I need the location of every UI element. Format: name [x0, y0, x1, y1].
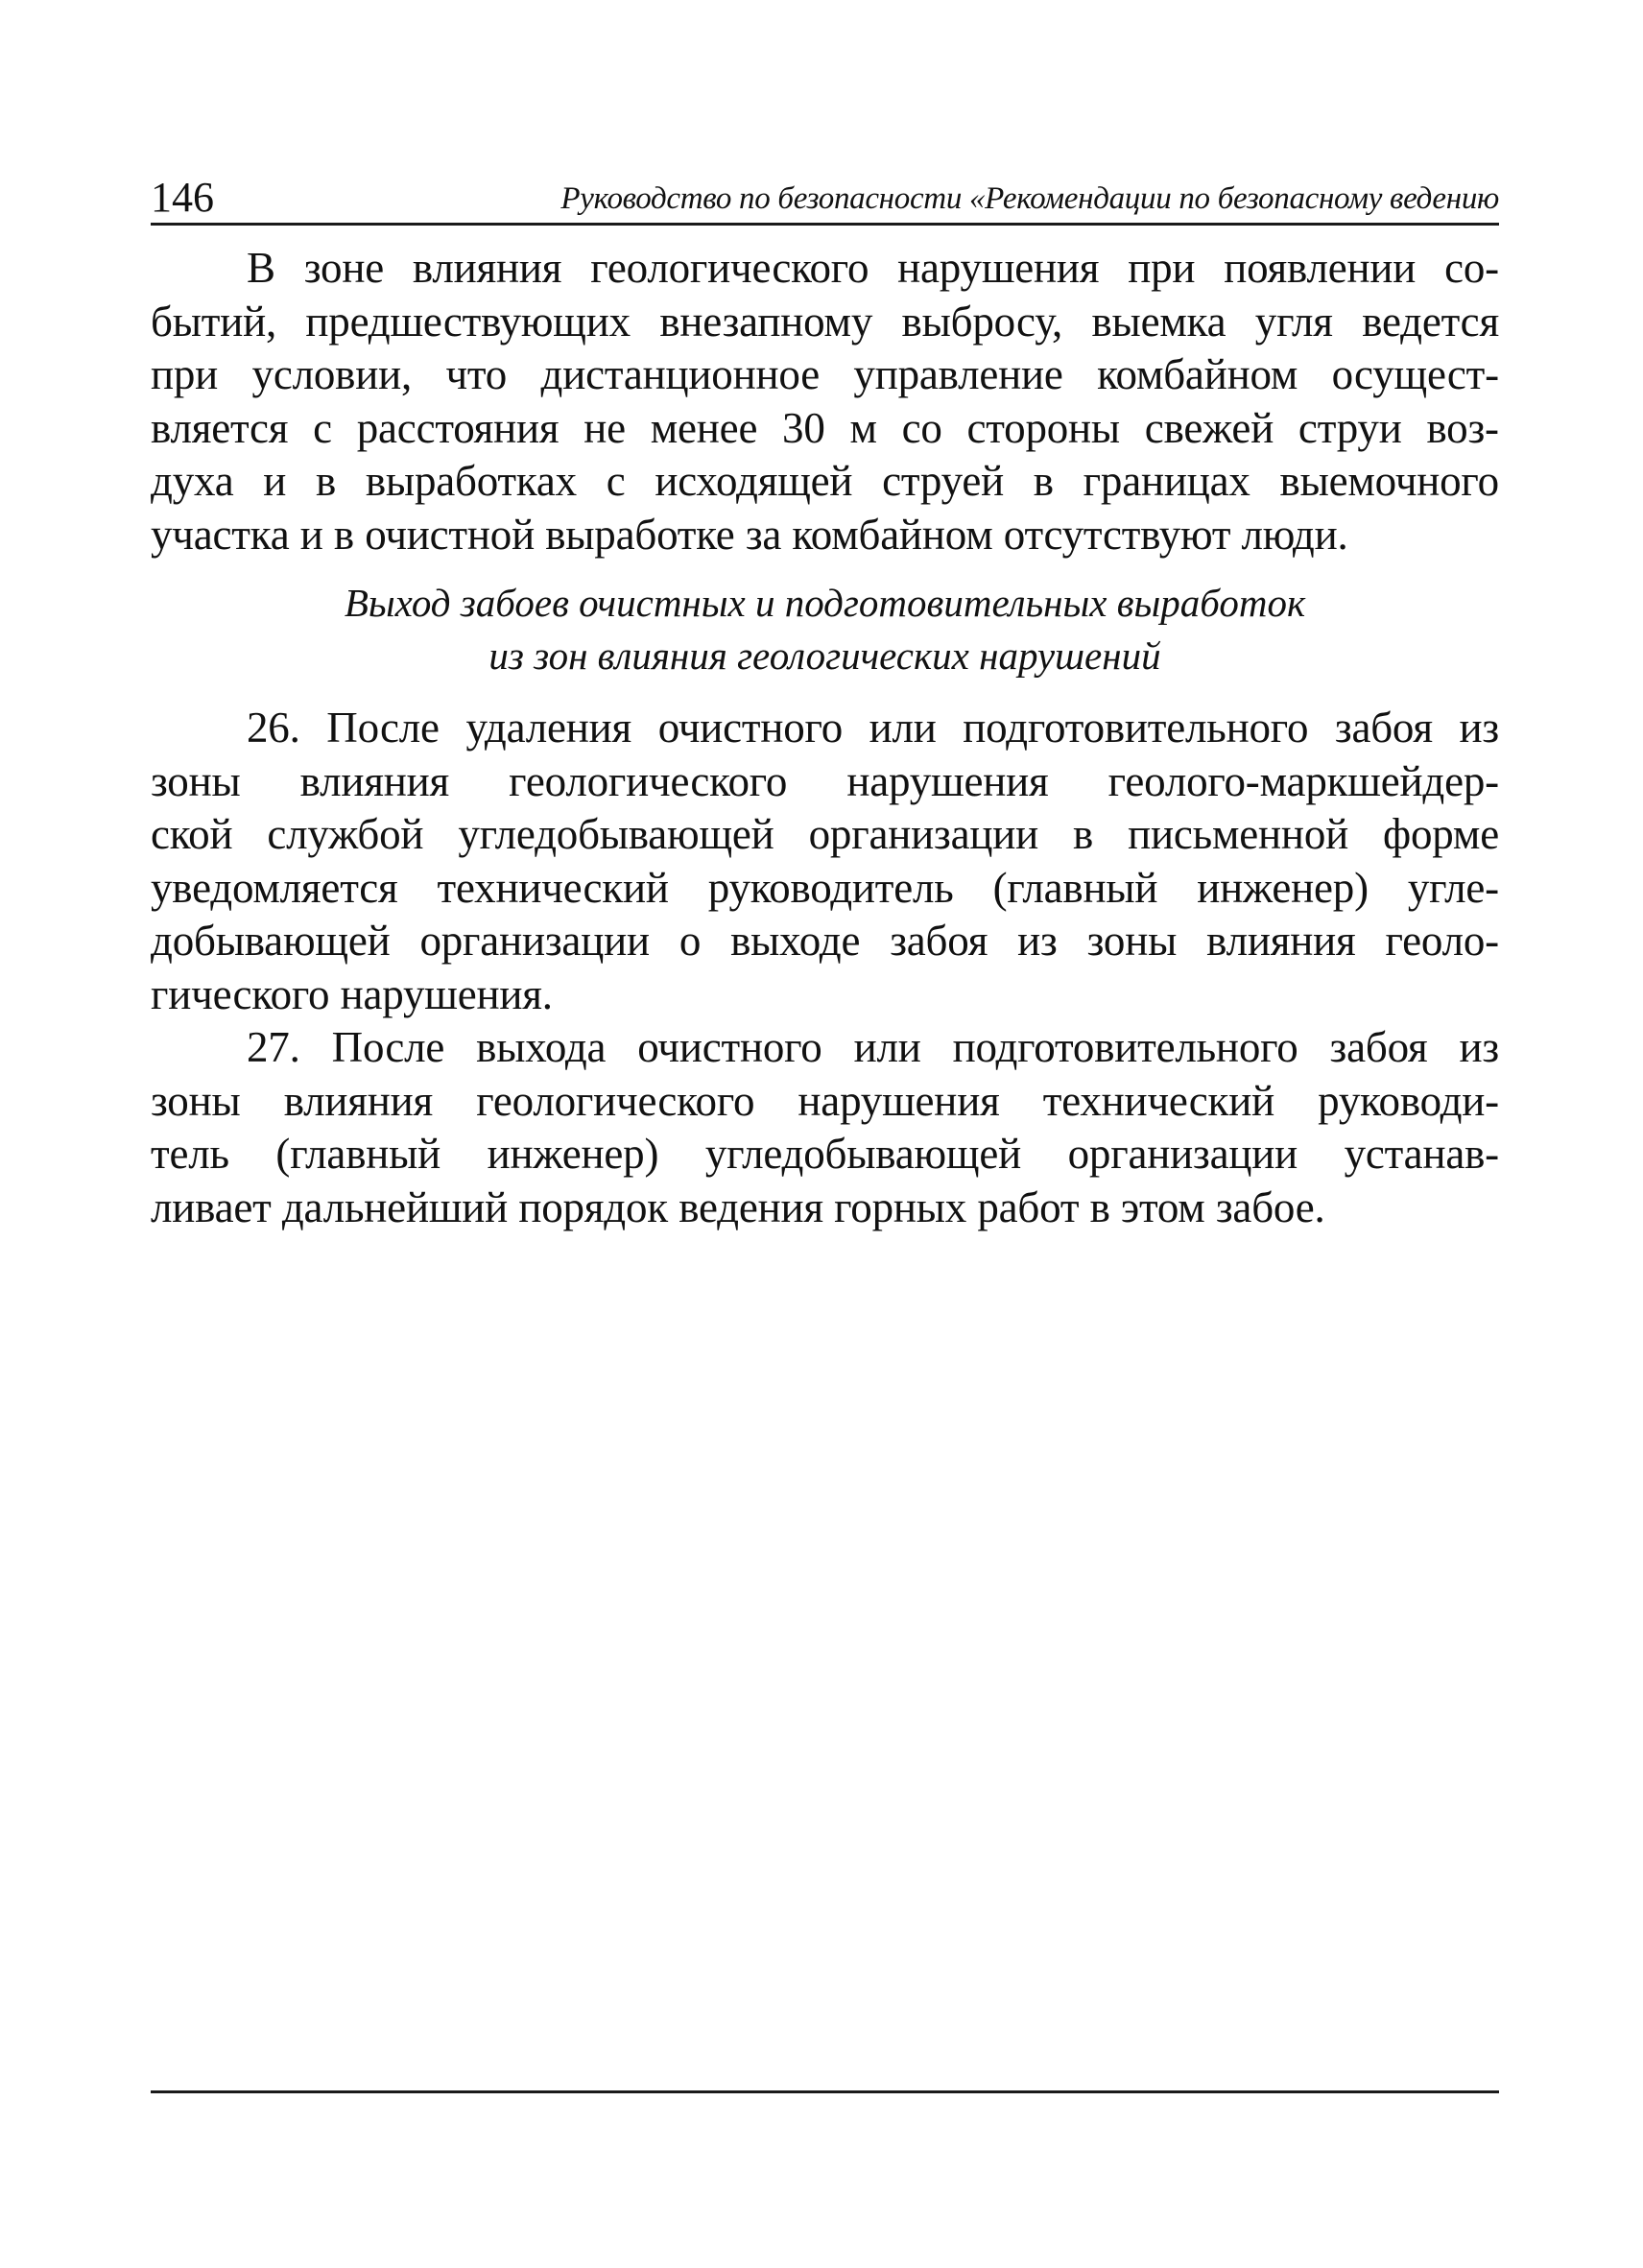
heading-line: Выход забоев очистных и подготовительных выработок [344, 581, 1306, 625]
page-body [151, 242, 1499, 1234]
text-line: уведомляется технический руководитель (главный инженер) угле- [151, 863, 1499, 912]
text-line: тель (главный инженер) угледобывающей организации устанав- [151, 1130, 1499, 1178]
text-line: зоны влияния геологического нарушения технический руководи- [151, 1076, 1499, 1125]
text-line: 27. После выхода очистного или подготовительного забоя из [247, 1023, 1499, 1071]
text-line: при условии, что дистанционное управление комбайном осущест- [151, 350, 1499, 398]
text-line: духа и в выработках с исходящей струей в границах выемочного [151, 457, 1499, 505]
paragraph-27 [151, 1021, 1499, 1234]
paragraph-26 [151, 702, 1499, 1021]
text-line: бытий, предшествующих внезапному выбросу, выемка угля ведется [151, 297, 1499, 346]
section-heading [151, 577, 1499, 682]
heading-line: из зон влияния геологических нарушений [488, 633, 1161, 678]
paragraph-intro [151, 242, 1499, 561]
text-line: 26. После удаления очистного или подготовительного забоя из [247, 704, 1499, 752]
footer-rule [151, 2090, 1499, 2093]
text-line: вляется с расстояния не менее 30 м со стороны свежей струи воз- [151, 403, 1499, 452]
running-title: Руководство по безопасности «Рекомендации по безопасному ведению [560, 181, 1499, 216]
text-line: гического нарушения. [151, 969, 553, 1018]
text-line: ливает дальнейший порядок ведения горных работ в этом забое. [151, 1182, 1325, 1231]
text-line: ской службой угледобывающей организации в письменной форме [151, 810, 1499, 858]
text-line: добывающей организации о выходе забоя из зоны влияния геоло- [151, 917, 1499, 965]
page-number: 146 [151, 174, 214, 221]
text-line: зоны влияния геологического нарушения геолого-маркшейдер- [151, 756, 1499, 805]
page-header [151, 163, 1499, 226]
text-line: В зоне влияния геологического нарушения при появлении со- [247, 244, 1499, 292]
text-line: участка и в очистной выработке за комбайном отсутствуют люди. [151, 510, 1348, 559]
